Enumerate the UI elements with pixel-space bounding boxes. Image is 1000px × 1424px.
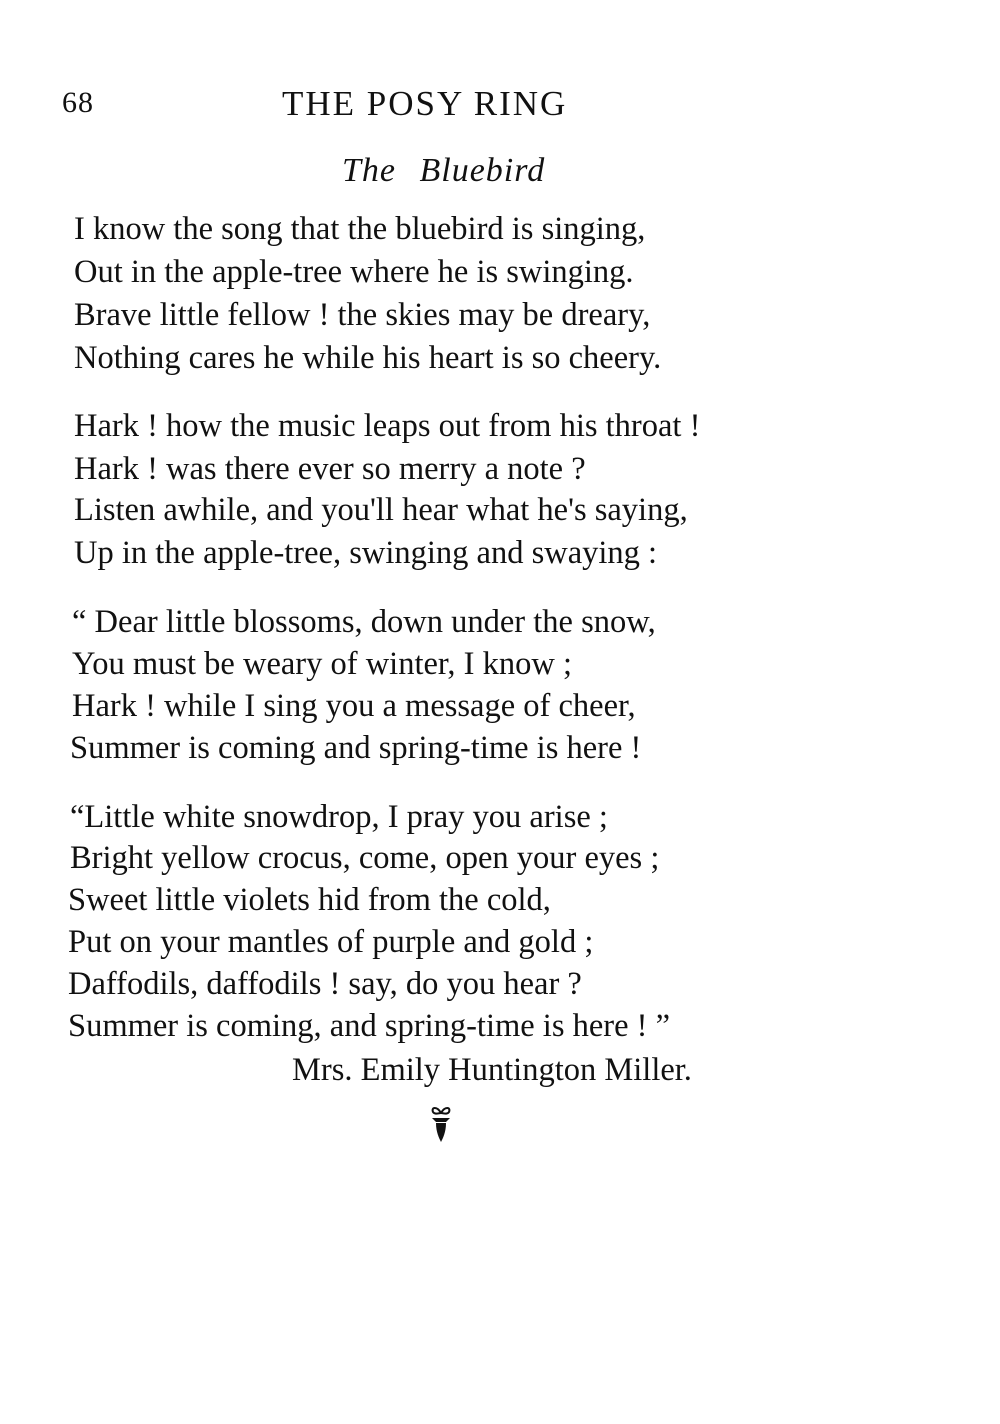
poem-line: You must be weary of winter, I know ;: [72, 646, 572, 682]
poem-line: Brave little fellow ! the skies may be dreary,: [74, 297, 651, 333]
poem-title: The Bluebird: [342, 152, 546, 189]
poem-line: Bright yellow crocus, come, open your eyes ;: [70, 840, 660, 876]
poem-line: Hark ! was there ever so merry a note ?: [74, 451, 586, 487]
poem-line: Up in the apple-tree, swinging and swaying :: [74, 535, 658, 571]
poem-line: I know the song that the bluebird is singing,: [74, 211, 646, 247]
poem-line: Summer is coming, and spring-time is here ! ”: [68, 1008, 671, 1044]
poem-line: Sweet little violets hid from the cold,: [68, 882, 551, 918]
page-number: 68: [62, 86, 94, 119]
poem-line: “Little white snowdrop, I pray you arise ;: [70, 799, 608, 835]
poem-line: Hark ! how the music leaps out from his throat !: [74, 408, 701, 444]
poem-line: Out in the apple-tree where he is swinging.: [74, 254, 634, 290]
poem-line: Hark ! while I sing you a message of cheer,: [72, 688, 636, 724]
poem-line: Put on your mantles of purple and gold ;: [68, 924, 594, 960]
poem-line: Listen awhile, and you'll hear what he's saying,: [74, 492, 688, 528]
author-attribution: Mrs. Emily Huntington Miller.: [292, 1052, 692, 1088]
poem-line: Nothing cares he while his heart is so cheery.: [74, 340, 662, 376]
acorn-fleuron-icon: [428, 1104, 454, 1144]
poem-line: Summer is coming and spring-time is here !: [70, 730, 642, 766]
poem-line: Daffodils, daffodils ! say, do you hear ?: [68, 966, 582, 1002]
poem-line: “ Dear little blossoms, down under the snow,: [72, 604, 656, 640]
running-head: THE POSY RING: [282, 84, 568, 123]
